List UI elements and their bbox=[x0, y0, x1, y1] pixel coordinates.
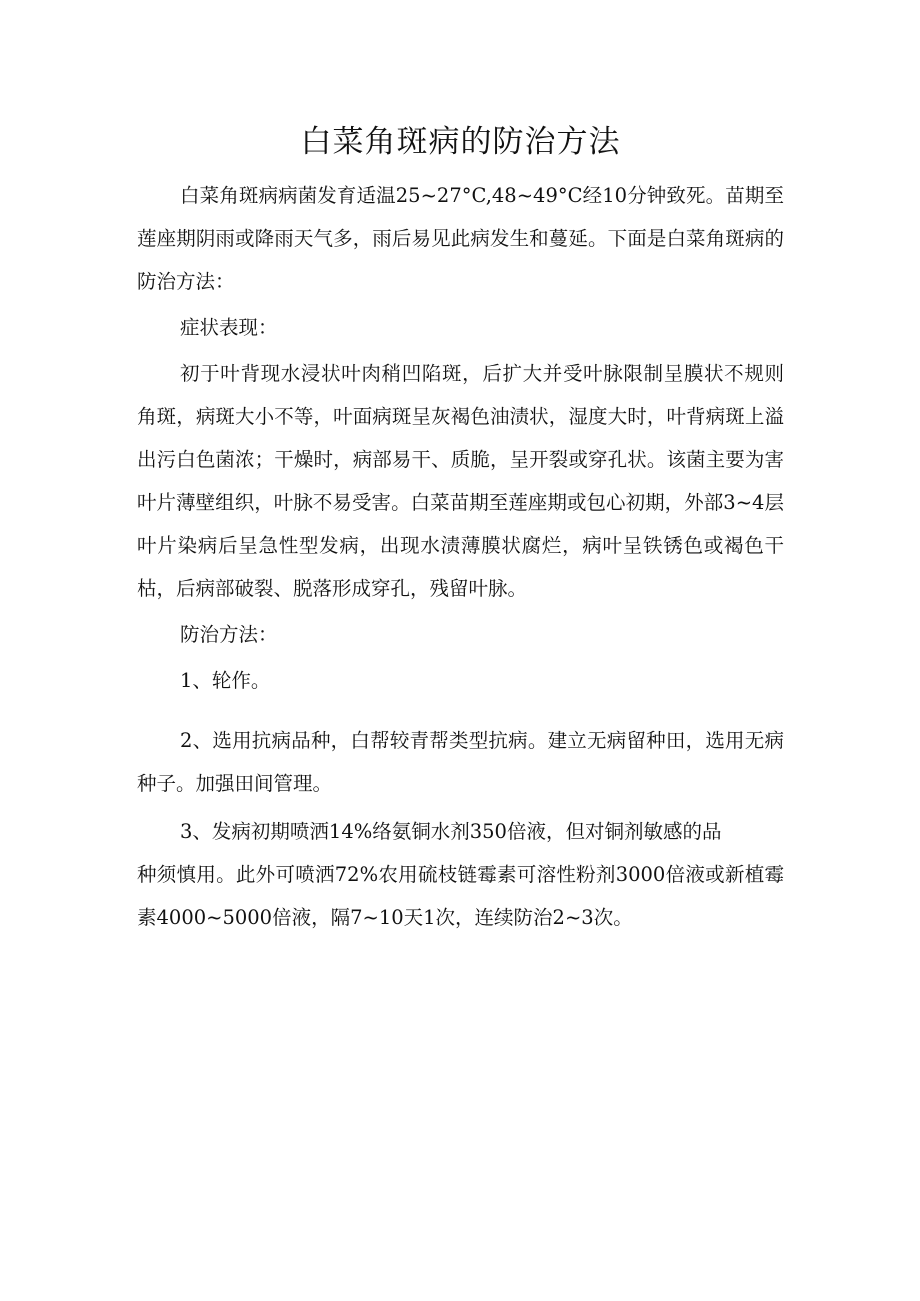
symptoms-paragraph: 初于叶背现水浸状叶肉稍凹陷斑，后扩大并受叶脉限制呈膜状不规则角斑，病斑大小不等，叶面病斑呈灰褐色油渍状，湿度大时，叶背病斑上溢出污白色菌浓；干燥时，病部易干、质脆，呈开裂或穿孔状。该菌主要为害叶片薄壁组织，叶脉不易受害。白菜苗期至莲座期或包心初期，外部3~4层叶片染病后呈急性型发病，出现水渍薄膜状腐烂，病叶呈铁锈色或褐色干枯，后病部破裂、脱落形成穿孔，残留叶脉。 bbox=[137, 362, 784, 600]
document-title: 白菜角斑病的防治方法 bbox=[300, 124, 621, 160]
symptoms-heading: 症状表现： bbox=[180, 316, 278, 339]
control-item-2: 2、选用抗病品种，白帮较青帮类型抗病。建立无病留种田，选用无病种子。加强田间管理。 bbox=[137, 729, 784, 795]
control-item-3 bbox=[137, 810, 784, 939]
control-heading: 防治方法： bbox=[180, 623, 278, 646]
control-item-1: 1、轮作。 bbox=[180, 669, 271, 692]
intro-paragraph: 白菜角斑病病菌发育适温25~27°C,48~49°C经10分钟致死。苗期至莲座期阴雨或降雨天气多，雨后易见此病发生和蔓延。下面是白菜角斑病的防治方法： bbox=[137, 184, 784, 293]
control-item-3-line-1: 3、发病初期喷洒14%络氨铜水剂350倍液，但对铜剂敏感的品 bbox=[180, 820, 722, 843]
control-item-3-line-2: 种须慎用。此外可喷洒72%农用硫枝链霉素可溶性粉剂3000倍液或新植霉素4000~5000倍液，隔7~10天1次，连续防治2~3次。 bbox=[137, 863, 784, 929]
